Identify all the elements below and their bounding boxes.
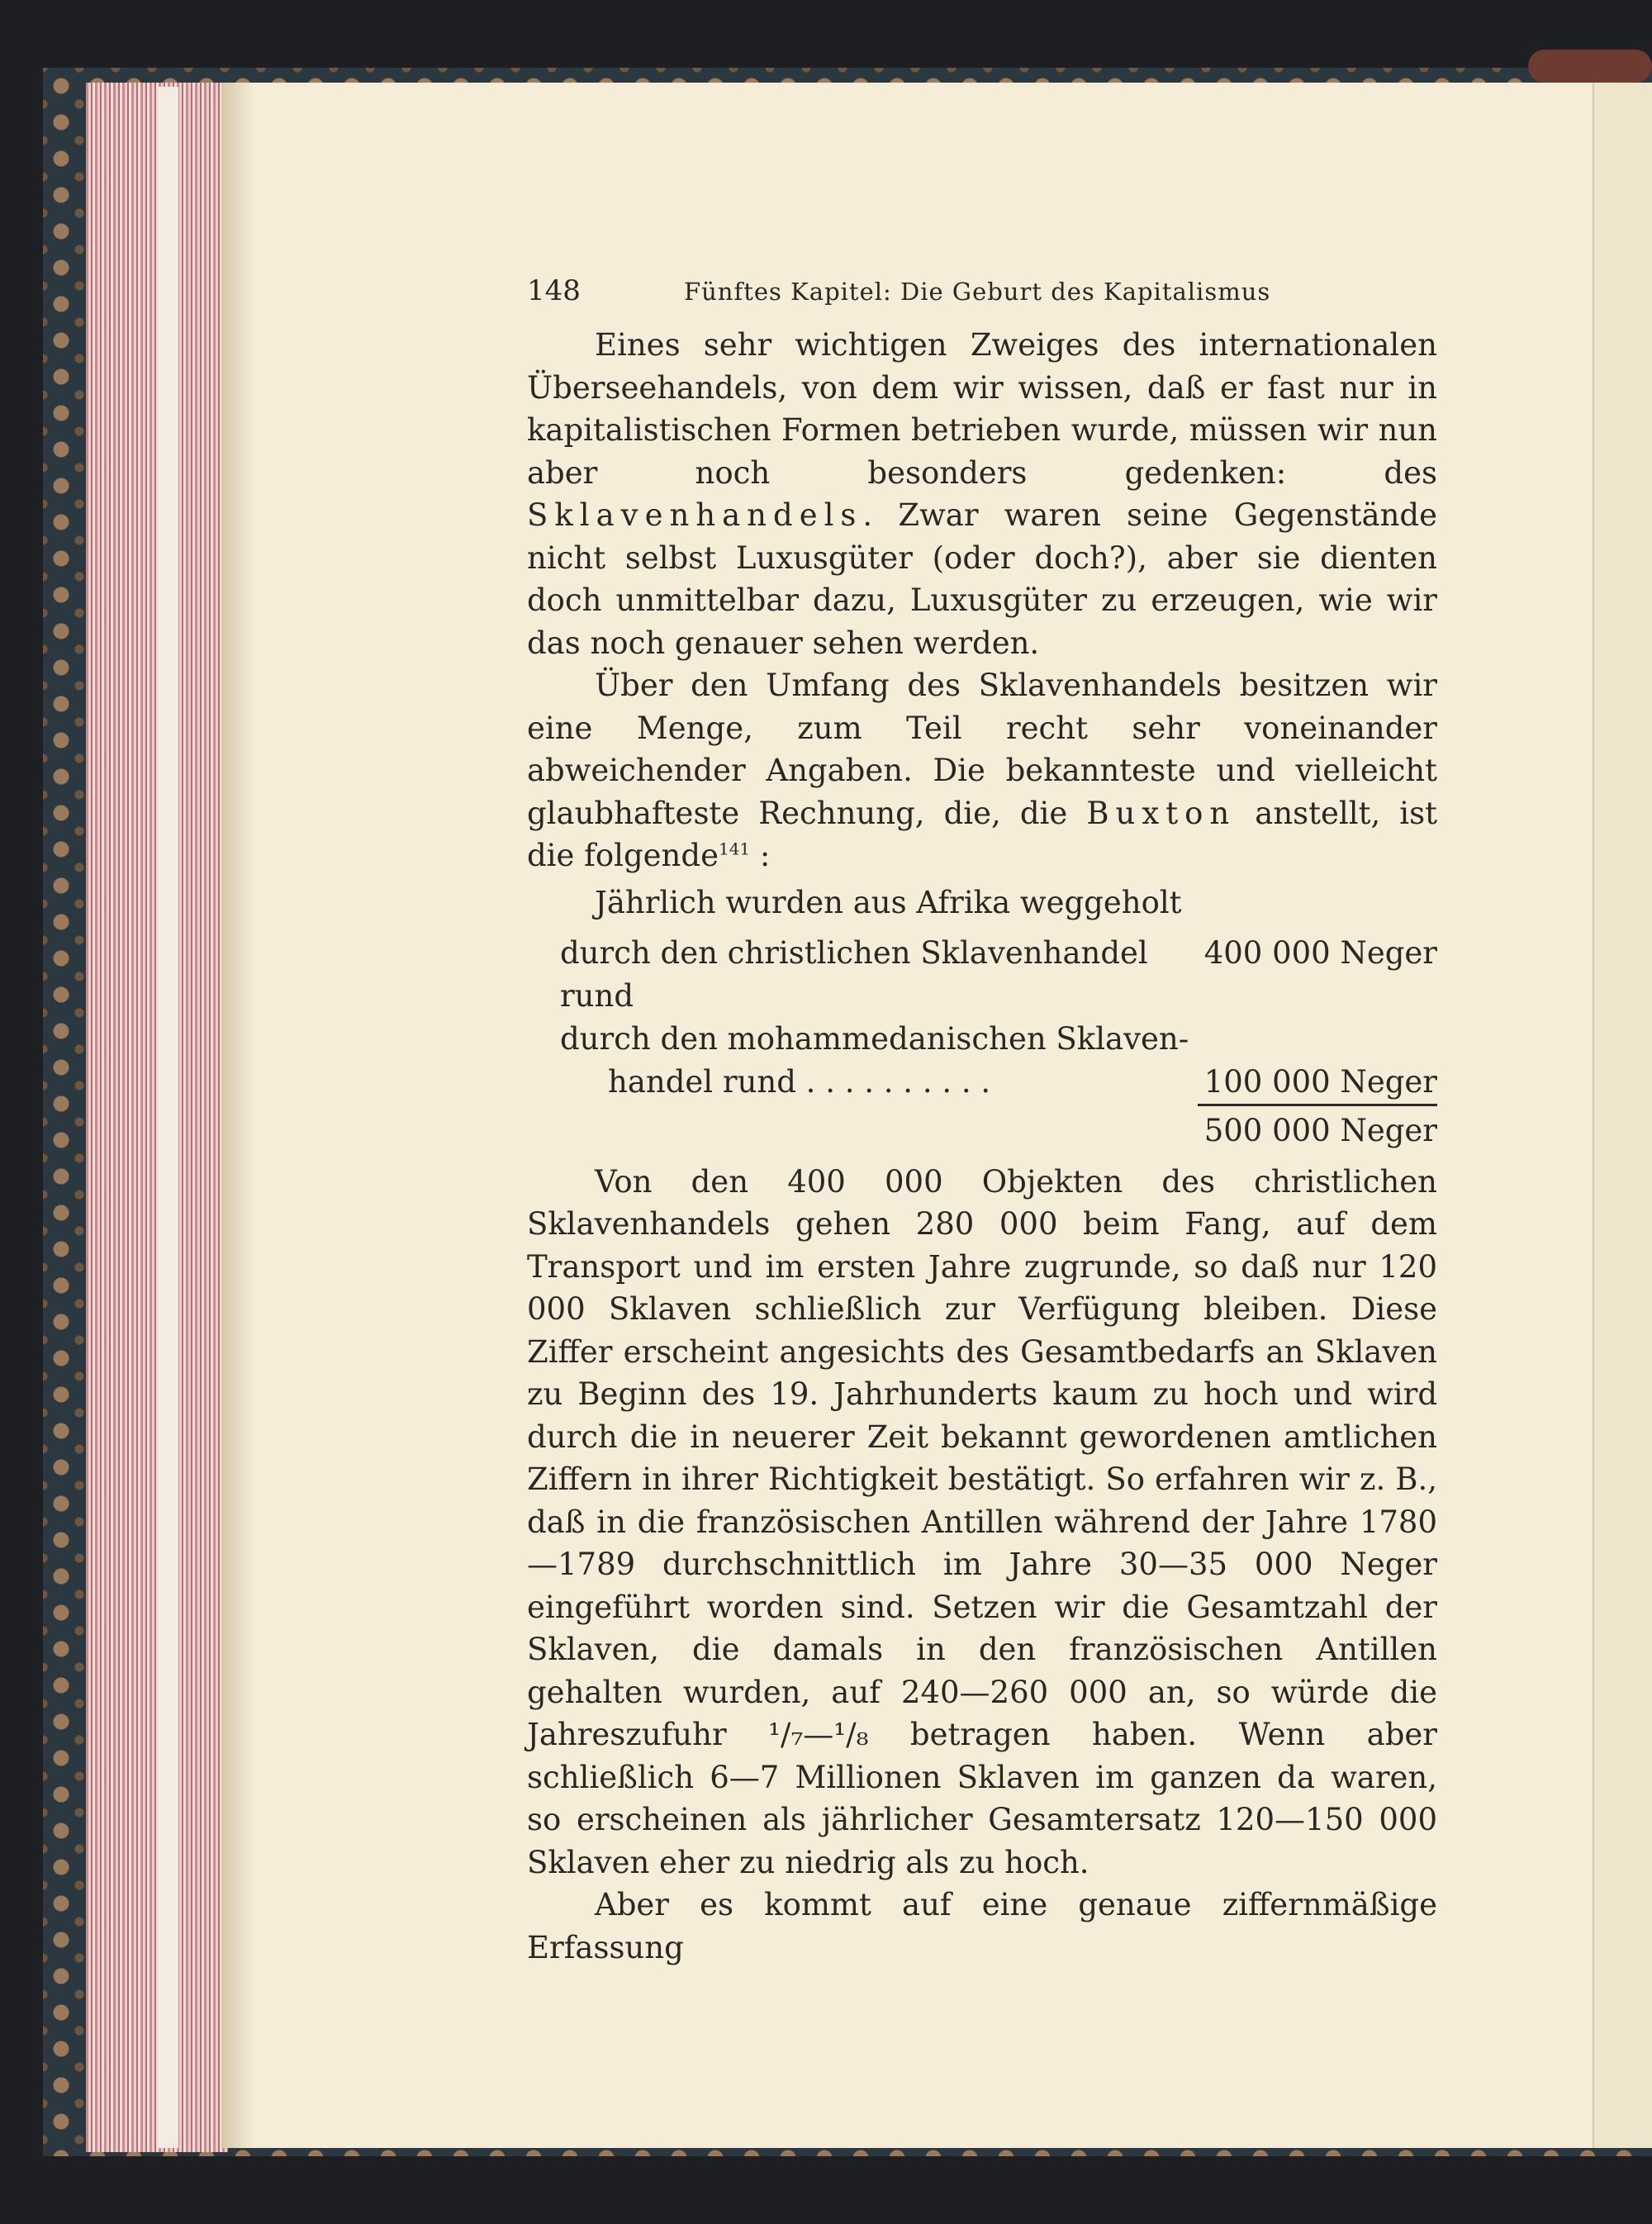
bookmark-ribbon: [1528, 50, 1652, 83]
page-header: [527, 274, 1437, 324]
table-total: 500 000 Neger: [1203, 1112, 1437, 1148]
paragraph-4: Aber es kommt auf eine genaue ziffernmäßige Erfassung: [527, 1887, 1437, 1965]
paragraph-2-text-c: :: [750, 838, 771, 873]
page-edges-light: [159, 87, 178, 2148]
paragraph-1-text-a: Eines sehr wichtigen Zweiges des internationalen Überseehandels, von dem wir wissen, daß er fast nur in kapitalistischen Formen betrieben wurde, müssen wir nun aber noch besonders gedenken: des: [527, 327, 1437, 491]
paragraph-3: Von den 400 000 Objekten des christlichen Sklavenhandels gehen 280 000 beim Fang, auf dem Transport und im ersten Jahre zugrunde, so daß nur 120 000 Sklaven schließlich zur Verfügung bleiben. Diese Ziffer erscheint angesichts des Gesamtbedarfs an Sklaven zu Beginn des 19. Jahrhunderts kaum zu hoch und wird durch die in neuerer Zeit bekannt gewordenen amtlichen Ziffern in ihrer Richtigkeit bestätigt. So erfahren wir z. B., daß in die französischen Antillen während der Jahre 1780—1789 durchschnittlich im Jahre 30—35 000 Neger eingeführt worden sind. Setzen wir die Gesamtzahl der Sklaven, die damals in den französischen Antillen gehalten wurden, auf 240—260 000 an, so würde die Jahreszufuhr ¹/₇—¹/₈ betragen haben. Wenn aber schließlich 6—7 Millionen Sklaven im ganzen da waren, so erscheinen als jährlicher Gesamtersatz 120—150 000 Sklaven eher zu niedrig als zu hoch.: [527, 1163, 1437, 1880]
body-text: [527, 324, 1437, 877]
row-label: durch den mohammedanischen Sklaven-: [560, 1020, 1189, 1057]
page-content: [527, 274, 1437, 1969]
paragraph-2: [527, 664, 1437, 877]
table-intro: Jährlich wurden aus Afrika weggeholt: [595, 884, 1182, 920]
page-right-edge: [1593, 83, 1652, 2148]
row-label: handel rund . . . . . . . . . .: [608, 1063, 991, 1100]
slave-trade-table: [527, 932, 1437, 1152]
paragraph-1: [527, 324, 1437, 664]
footnote-marker: 141: [718, 839, 751, 859]
table-row: [527, 1018, 1437, 1061]
page-edges: [86, 83, 228, 2152]
gutter-shadow: [221, 83, 254, 2148]
emphasis-buxton: Buxton: [1086, 795, 1237, 831]
paragraph-1-text-b: . Zwar waren seine Gegenstände nicht selbst Luxusgüter (oder doch?), aber sie dienten doch unmittelbar dazu, Luxusgüter zu erzeugen, wie wir das noch genauer sehen werden.: [527, 497, 1437, 661]
table-row: [527, 1061, 1437, 1104]
row-value: 400 000 Neger: [1203, 934, 1437, 971]
paragraph-2-text-b: anstellt, ist die folgende: [527, 795, 1437, 873]
body-text-continued: [527, 1161, 1437, 1970]
row-label: durch den christlichen Sklavenhandel rund: [560, 934, 1148, 1014]
emphasis-sklavenhandels: Sklavenhandels: [527, 497, 863, 533]
table-row: [527, 932, 1437, 1018]
row-value: 100 000 Neger: [1203, 1063, 1437, 1100]
page-number: 148: [527, 274, 581, 307]
paragraph-2-text-a: Über den Umfang des Sklavenhandels besitzen wir eine Menge, zum Teil recht sehr voneinander abweichender Angaben. Die bekannteste und vielleicht glaubhafteste Rechnung, die, die: [527, 668, 1437, 831]
running-title: Fünftes Kapitel: Die Geburt des Kapitalismus: [684, 278, 1271, 306]
